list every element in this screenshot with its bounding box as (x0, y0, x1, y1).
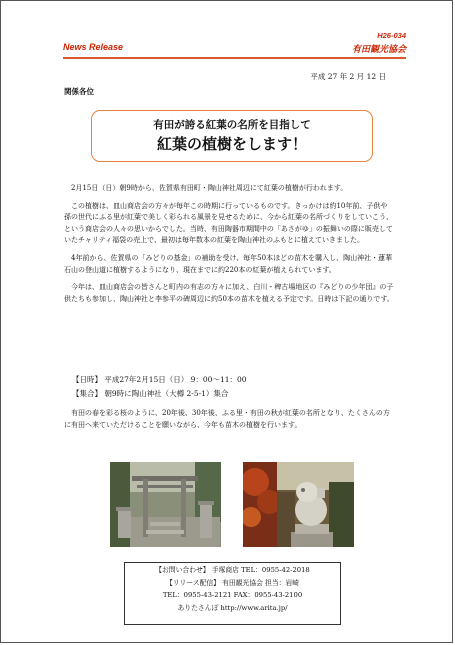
paragraph-4: 今年は、皿山商店会の皆さんと町内の有志の方々に加え、白川・稗古場地区の『みどりの少年団』の子供たちも参加し、陶山神社と李参平の碑周辺に約50本の苗木を植える予定です。日時は下記の通りです。 (64, 283, 394, 303)
header-divider (63, 57, 406, 59)
contact-release: 【リリース配信】 有田観光協会 担当：岩崎 (165, 578, 300, 587)
paragraph-3: 4年前から、佐賀県の「みどりの基金」の補助を受け、毎年50本ほどの苗木を購入し、陶山神社・蓮華石山の登山道に植樹するようになり、現在までに約220本の紅葉が植えられています。 (64, 253, 393, 274)
document-number: H26-034 (377, 31, 406, 40)
issue-date: 平成 27 年 2 月 12 日 (310, 72, 386, 81)
title-line-2: 紅葉の植樹をします！ (156, 135, 307, 153)
title-line-1: 有田が誇る紅葉の名所を目指して (153, 119, 311, 131)
contact-inquiry: 【お問い合わせ】 手塚商店 TEL：0955-42-2018 (155, 566, 310, 574)
body-text (64, 183, 394, 305)
header (63, 42, 406, 56)
paragraph-2: この植樹は、皿山商店会の方々が毎年この時期に行っているものです。きっかけは約10年前、子供や孫の世代にふる里が紅葉で美しく彩られる風景を見せるために、今から紅葉の名所づくりをしていこう、という商店会の人々の思いからでした。当時、有田陶器市期間中の「あさがゆ」の振舞いの際に販売していたチャリティ福袋の売上で、最初は毎年数本の紅葉を陶山神社のふもとに植えていきました。 (64, 201, 393, 245)
contact-phone-fax: TEL：0955-43-2121 FAX：0955-43-2100 (162, 591, 303, 599)
news-release-label: News Release (63, 42, 124, 52)
contact-website: ありたさんぽ http://www.arita.jp/ (177, 603, 288, 612)
event-details (72, 373, 392, 401)
closing-text: 有田の春を彩る桜のように、20年後、30年後、ふる里・有田の秋が紅葉の名所となり、たくさんの方に有田へ来ていただけることを願いながら、今年も苗木の植樹を行います。 (64, 409, 390, 429)
contact-box (124, 562, 341, 625)
komainu-statue-photo (243, 462, 354, 547)
organization-name: 有田観光協会 (351, 44, 406, 54)
event-meeting-point: 【集合】 朝9時に陶山神社（大樽 2-5-1）集合 (72, 389, 229, 398)
torii-gate-photo (110, 462, 221, 547)
paragraph-1: 2月15日（日）朝9時から、佐賀県有田町・陶山神社周辺にて紅葉の植樹が行われます。 (71, 184, 348, 192)
closing-paragraph (64, 408, 396, 431)
title-box (91, 110, 373, 162)
event-datetime: 【日時】 平成27年2月15日（日） 9：00～11：00 (72, 375, 247, 384)
addressee: 関係各位 (64, 87, 94, 96)
